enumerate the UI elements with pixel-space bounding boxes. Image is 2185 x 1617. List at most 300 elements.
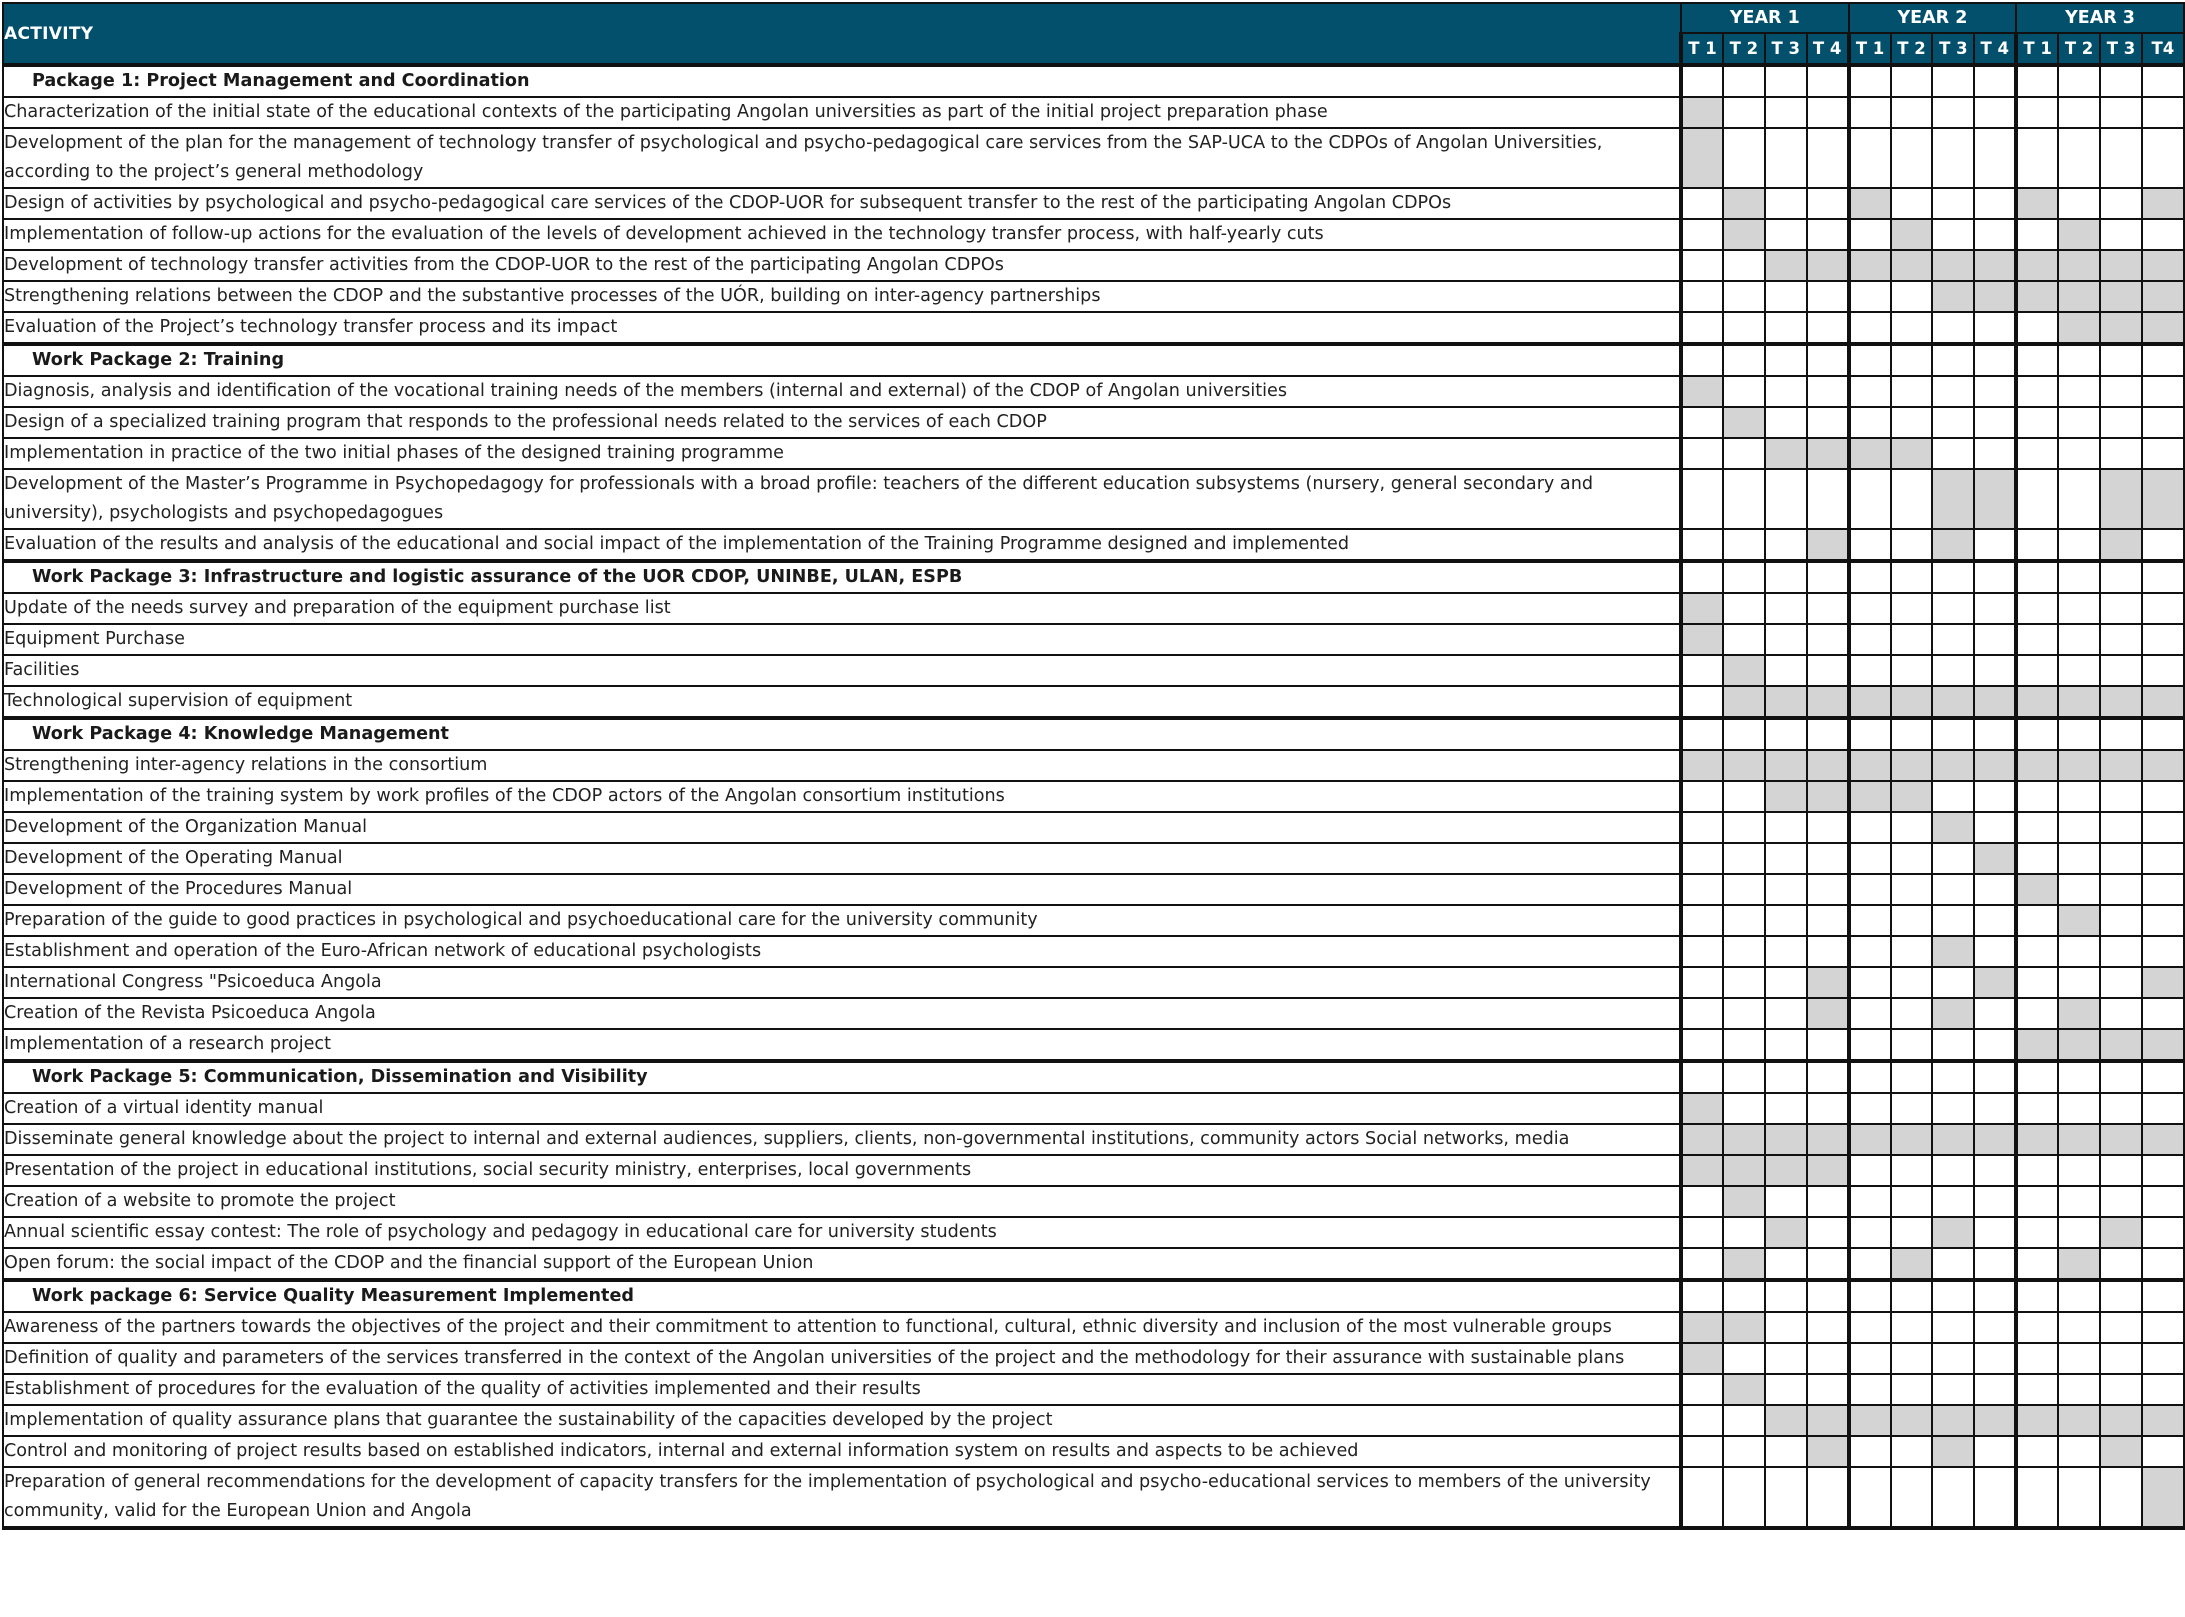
quarter-cell [1723, 624, 1765, 655]
quarter-cell [2058, 1217, 2100, 1248]
scheduled-quarter-cell [1974, 686, 2016, 718]
quarter-cell [2142, 438, 2184, 469]
quarter-cell [1932, 1374, 1974, 1405]
activity-row [3, 407, 2184, 438]
quarter-cell [1681, 250, 1723, 281]
scheduled-quarter-cell [1681, 1312, 1723, 1343]
quarter-cell [1932, 967, 1974, 998]
scheduled-quarter-cell [2016, 686, 2058, 718]
quarter-cell [1849, 1374, 1891, 1405]
scheduled-quarter-cell [1807, 438, 1849, 469]
quarter-cell [1849, 593, 1891, 624]
quarter-cell [2142, 843, 2184, 874]
activity-label: Awareness of the partners towards the objectives of the project and their commitment to attention to functional, cultural, ethnic diversity and inclusion of the most vulnerable groups [3, 1312, 1681, 1343]
activity-label: Creation of a website to promote the project [3, 1186, 1681, 1217]
activity-label: Presentation of the project in educational institutions, social security ministry, enterprises, local governments [3, 1155, 1681, 1186]
quarter-cell [1849, 1343, 1891, 1374]
activity-label: Development of the Procedures Manual [3, 874, 1681, 905]
scheduled-quarter-cell [2058, 1124, 2100, 1155]
quarter-cell [1681, 1280, 1723, 1312]
quarter-cell [1723, 1436, 1765, 1467]
quarter-cell [2058, 812, 2100, 843]
quarter-cell [1891, 1029, 1933, 1061]
quarter-cell [1849, 1061, 1891, 1093]
quarter-cell [2016, 529, 2058, 561]
quarter-cell [1974, 561, 2016, 593]
scheduled-quarter-cell [1723, 1312, 1765, 1343]
quarter-cell [1723, 344, 1765, 376]
quarter-cell [1974, 655, 2016, 686]
quarter-cell [1849, 624, 1891, 655]
quarter-cell [2058, 967, 2100, 998]
quarter-cell [2100, 1467, 2142, 1528]
quarter-cell [2058, 376, 2100, 407]
quarter-cell [1765, 936, 1807, 967]
activity-label: Establishment of procedures for the evaluation of the quality of activities implemented and their results [3, 1374, 1681, 1405]
quarter-cell [1807, 1248, 1849, 1280]
quarter-cell [2100, 65, 2142, 97]
quarter-cell [1849, 812, 1891, 843]
quarter-cell [1723, 593, 1765, 624]
scheduled-quarter-cell [1849, 750, 1891, 781]
quarter-cell [2058, 97, 2100, 128]
quarter-cell [1974, 624, 2016, 655]
activity-row [3, 1124, 2184, 1155]
quarter-cell [1807, 128, 1849, 188]
quarter-cell [1765, 529, 1807, 561]
quarter-header: T 3 [1765, 33, 1807, 65]
activity-label: Implementation of quality assurance plans that guarantee the sustainability of the capacities developed by the project [3, 1405, 1681, 1436]
quarter-cell [1681, 65, 1723, 97]
quarter-cell [2016, 128, 2058, 188]
scheduled-quarter-cell [1681, 750, 1723, 781]
package-row [3, 65, 2184, 97]
scheduled-quarter-cell [1849, 438, 1891, 469]
quarter-cell [1765, 1029, 1807, 1061]
activity-row [3, 781, 2184, 812]
quarter-cell [2016, 1436, 2058, 1467]
quarter-cell [1849, 219, 1891, 250]
quarter-cell [1723, 781, 1765, 812]
quarter-cell [1807, 905, 1849, 936]
activity-row [3, 219, 2184, 250]
package-title: Work Package 5: Communication, Dissemination and Visibility [3, 1061, 1681, 1093]
quarter-cell [1681, 1029, 1723, 1061]
quarter-header: T 2 [2058, 33, 2100, 65]
quarter-cell [1849, 281, 1891, 312]
quarter-cell [1681, 1061, 1723, 1093]
activity-row [3, 624, 2184, 655]
activity-label: Open forum: the social impact of the CDOP and the financial support of the European Union [3, 1248, 1681, 1280]
quarter-cell [1974, 65, 2016, 97]
quarter-cell [2100, 998, 2142, 1029]
scheduled-quarter-cell [2058, 281, 2100, 312]
scheduled-quarter-cell [2058, 1248, 2100, 1280]
quarter-cell [2142, 655, 2184, 686]
quarter-cell [2058, 1312, 2100, 1343]
table-body [3, 65, 2184, 1528]
quarter-cell [1807, 1093, 1849, 1124]
quarter-cell [2100, 624, 2142, 655]
scheduled-quarter-cell [1765, 1405, 1807, 1436]
year-3-header: YEAR 3 [2016, 3, 2184, 33]
quarter-cell [1932, 1029, 1974, 1061]
quarter-cell [1974, 1029, 2016, 1061]
activity-row [3, 998, 2184, 1029]
scheduled-quarter-cell [1932, 1436, 1974, 1467]
quarter-cell [1765, 128, 1807, 188]
quarter-header: T 3 [2100, 33, 2142, 65]
quarter-cell [1807, 407, 1849, 438]
quarter-cell [1765, 1093, 1807, 1124]
quarter-cell [1723, 936, 1765, 967]
quarter-cell [2100, 874, 2142, 905]
scheduled-quarter-cell [1765, 686, 1807, 718]
activity-label: Development of technology transfer activities from the CDOP-UOR to the rest of the participating Angolan CDPOs [3, 250, 1681, 281]
quarter-cell [1807, 1061, 1849, 1093]
quarter-cell [2142, 219, 2184, 250]
quarter-cell [2142, 407, 2184, 438]
quarter-cell [2058, 1280, 2100, 1312]
quarter-cell [2058, 407, 2100, 438]
scheduled-quarter-cell [1891, 250, 1933, 281]
scheduled-quarter-cell [2058, 750, 2100, 781]
quarter-cell [2016, 967, 2058, 998]
quarter-cell [1681, 281, 1723, 312]
scheduled-quarter-cell [1932, 250, 1974, 281]
quarter-cell [2142, 1280, 2184, 1312]
activity-label: Technological supervision of equipment [3, 686, 1681, 718]
quarter-cell [1807, 1280, 1849, 1312]
quarter-cell [1932, 874, 1974, 905]
quarter-cell [1849, 1280, 1891, 1312]
quarter-cell [2016, 219, 2058, 250]
quarter-cell [1932, 128, 1974, 188]
activity-row [3, 967, 2184, 998]
quarter-cell [1807, 469, 1849, 529]
quarter-cell [2142, 718, 2184, 750]
quarter-cell [1891, 65, 1933, 97]
quarter-cell [2142, 1343, 2184, 1374]
quarter-cell [1891, 843, 1933, 874]
quarter-cell [1891, 1467, 1933, 1528]
quarter-cell [1974, 1280, 2016, 1312]
scheduled-quarter-cell [2016, 874, 2058, 905]
activity-label: Implementation in practice of the two initial phases of the designed training programme [3, 438, 1681, 469]
quarter-cell [1807, 1186, 1849, 1217]
quarter-cell [1849, 1217, 1891, 1248]
table-header [3, 3, 2184, 65]
quarter-cell [1723, 469, 1765, 529]
quarter-cell [1681, 561, 1723, 593]
year-1-header: YEAR 1 [1681, 3, 1849, 33]
quarter-cell [1681, 843, 1723, 874]
quarter-cell [2100, 1093, 2142, 1124]
quarter-cell [1891, 1312, 1933, 1343]
activity-row [3, 97, 2184, 128]
quarter-cell [1807, 1374, 1849, 1405]
quarter-cell [2058, 1436, 2100, 1467]
quarter-cell [1765, 1280, 1807, 1312]
quarter-cell [1681, 655, 1723, 686]
quarter-cell [2016, 998, 2058, 1029]
quarter-cell [2142, 1217, 2184, 1248]
quarter-cell [2016, 312, 2058, 344]
scheduled-quarter-cell [1765, 1217, 1807, 1248]
quarter-cell [1765, 593, 1807, 624]
quarter-cell [2058, 529, 2100, 561]
scheduled-quarter-cell [2142, 1467, 2184, 1528]
quarter-cell [1891, 1093, 1933, 1124]
scheduled-quarter-cell [2100, 1405, 2142, 1436]
quarter-cell [2100, 1186, 2142, 1217]
quarter-cell [1974, 1312, 2016, 1343]
activity-label: Update of the needs survey and preparation of the equipment purchase list [3, 593, 1681, 624]
quarter-cell [1681, 967, 1723, 998]
quarter-cell [2058, 1467, 2100, 1528]
quarter-cell [1765, 407, 1807, 438]
quarter-cell [1849, 312, 1891, 344]
quarter-cell [1723, 1280, 1765, 1312]
quarter-cell [1765, 718, 1807, 750]
quarter-cell [2016, 655, 2058, 686]
quarter-cell [1891, 529, 1933, 561]
scheduled-quarter-cell [2142, 686, 2184, 718]
scheduled-quarter-cell [1807, 686, 1849, 718]
quarter-cell [2058, 718, 2100, 750]
scheduled-quarter-cell [1974, 750, 2016, 781]
scheduled-quarter-cell [1932, 812, 1974, 843]
quarter-cell [1891, 1374, 1933, 1405]
scheduled-quarter-cell [2142, 250, 2184, 281]
scheduled-quarter-cell [1723, 750, 1765, 781]
scheduled-quarter-cell [2100, 686, 2142, 718]
scheduled-quarter-cell [1681, 624, 1723, 655]
scheduled-quarter-cell [1974, 967, 2016, 998]
quarter-cell [2142, 1248, 2184, 1280]
quarter-cell [1807, 219, 1849, 250]
quarter-cell [1974, 376, 2016, 407]
quarter-cell [2058, 561, 2100, 593]
scheduled-quarter-cell [1807, 1405, 1849, 1436]
quarter-cell [1891, 281, 1933, 312]
quarter-cell [2016, 812, 2058, 843]
quarter-cell [2100, 438, 2142, 469]
quarter-cell [2016, 1280, 2058, 1312]
quarter-cell [1723, 967, 1765, 998]
quarter-cell [2058, 593, 2100, 624]
quarter-cell [1681, 905, 1723, 936]
activity-row [3, 655, 2184, 686]
quarter-cell [2100, 344, 2142, 376]
quarter-cell [2142, 1186, 2184, 1217]
quarter-cell [1932, 97, 1974, 128]
quarter-cell [2058, 874, 2100, 905]
scheduled-quarter-cell [1849, 686, 1891, 718]
quarter-cell [1723, 1217, 1765, 1248]
quarter-cell [1681, 1405, 1723, 1436]
quarter-cell [1932, 219, 1974, 250]
scheduled-quarter-cell [1681, 593, 1723, 624]
quarter-cell [1765, 469, 1807, 529]
quarter-cell [1849, 874, 1891, 905]
quarter-cell [1974, 1217, 2016, 1248]
quarter-cell [1807, 655, 1849, 686]
quarter-cell [2016, 561, 2058, 593]
quarter-cell [1765, 1374, 1807, 1405]
scheduled-quarter-cell [1932, 529, 1974, 561]
quarter-cell [2016, 905, 2058, 936]
scheduled-quarter-cell [2016, 1124, 2058, 1155]
activity-label: Characterization of the initial state of the educational contexts of the participating Angolan universities as part of the initial project preparation phase [3, 97, 1681, 128]
activity-row [3, 376, 2184, 407]
quarter-cell [1681, 874, 1723, 905]
quarter-cell [1723, 1061, 1765, 1093]
activity-row [3, 312, 2184, 344]
activity-label: Strengthening relations between the CDOP and the substantive processes of the UÓR, building on inter-agency partnerships [3, 281, 1681, 312]
quarter-cell [1891, 1155, 1933, 1186]
quarter-cell [1932, 407, 1974, 438]
quarter-cell [2142, 936, 2184, 967]
quarter-cell [2058, 188, 2100, 219]
quarter-cell [1891, 1280, 1933, 1312]
quarter-cell [1765, 905, 1807, 936]
quarter-cell [1974, 438, 2016, 469]
quarter-cell [2142, 561, 2184, 593]
scheduled-quarter-cell [2142, 281, 2184, 312]
scheduled-quarter-cell [2100, 250, 2142, 281]
activity-row [3, 1155, 2184, 1186]
quarter-cell [1891, 1436, 1933, 1467]
quarter-cell [2016, 593, 2058, 624]
scheduled-quarter-cell [1891, 1124, 1933, 1155]
quarter-cell [1891, 188, 1933, 219]
quarter-cell [1849, 97, 1891, 128]
quarter-cell [1765, 65, 1807, 97]
quarter-cell [2016, 469, 2058, 529]
scheduled-quarter-cell [1807, 250, 1849, 281]
quarter-cell [1891, 344, 1933, 376]
activity-label: Development of the plan for the management of technology transfer of psychological and psycho-pedagogical care services from the SAP-UCA to the CDPOs of Angolan Universities, according to the project’s general methodology [3, 128, 1681, 188]
package-title: Work Package 4: Knowledge Management [3, 718, 1681, 750]
quarter-cell [1891, 718, 1933, 750]
scheduled-quarter-cell [2142, 469, 2184, 529]
activity-row [3, 1248, 2184, 1280]
quarter-cell [2016, 1312, 2058, 1343]
scheduled-quarter-cell [1681, 1124, 1723, 1155]
quarter-cell [2016, 376, 2058, 407]
scheduled-quarter-cell [1891, 1405, 1933, 1436]
quarter-cell [2100, 1248, 2142, 1280]
scheduled-quarter-cell [2142, 1124, 2184, 1155]
scheduled-quarter-cell [1849, 1124, 1891, 1155]
scheduled-quarter-cell [1765, 1124, 1807, 1155]
activity-label: Establishment and operation of the Euro-African network of educational psychologists [3, 936, 1681, 967]
quarter-cell [1974, 128, 2016, 188]
scheduled-quarter-cell [2058, 1405, 2100, 1436]
activity-label: Creation of a virtual identity manual [3, 1093, 1681, 1124]
quarter-cell [1932, 718, 1974, 750]
scheduled-quarter-cell [1974, 843, 2016, 874]
activity-row [3, 874, 2184, 905]
quarter-cell [1849, 905, 1891, 936]
scheduled-quarter-cell [1807, 1436, 1849, 1467]
scheduled-quarter-cell [1681, 1155, 1723, 1186]
activity-column-header: ACTIVITY [3, 3, 1681, 65]
scheduled-quarter-cell [1723, 1248, 1765, 1280]
quarter-cell [1974, 781, 2016, 812]
quarter-cell [1891, 376, 1933, 407]
scheduled-quarter-cell [1891, 219, 1933, 250]
scheduled-quarter-cell [1765, 781, 1807, 812]
quarter-cell [2100, 376, 2142, 407]
activity-row [3, 128, 2184, 188]
quarter-cell [1932, 344, 1974, 376]
quarter-cell [2142, 781, 2184, 812]
quarter-header: T 1 [1849, 33, 1891, 65]
quarter-cell [1932, 1312, 1974, 1343]
quarter-cell [1849, 1186, 1891, 1217]
quarter-cell [2016, 1374, 2058, 1405]
quarter-cell [1681, 407, 1723, 438]
quarter-cell [1974, 998, 2016, 1029]
quarter-cell [1681, 529, 1723, 561]
scheduled-quarter-cell [1974, 1124, 2016, 1155]
activity-row [3, 1217, 2184, 1248]
package-row [3, 561, 2184, 593]
quarter-cell [1974, 905, 2016, 936]
quarter-cell [2058, 936, 2100, 967]
scheduled-quarter-cell [1723, 1374, 1765, 1405]
quarter-cell [1891, 312, 1933, 344]
quarter-cell [1932, 624, 1974, 655]
quarter-cell [1891, 655, 1933, 686]
quarter-cell [2100, 219, 2142, 250]
activity-row [3, 1467, 2184, 1528]
quarter-cell [1974, 97, 2016, 128]
quarter-header: T 4 [1807, 33, 1849, 65]
scheduled-quarter-cell [1807, 1124, 1849, 1155]
activity-label: Diagnosis, analysis and identification of the vocational training needs of the members (internal and external) of the CDOP of Angolan universities [3, 376, 1681, 407]
scheduled-quarter-cell [1723, 1124, 1765, 1155]
quarter-cell [1849, 718, 1891, 750]
quarter-cell [2100, 1374, 2142, 1405]
quarter-cell [1723, 812, 1765, 843]
quarter-cell [1974, 874, 2016, 905]
quarter-cell [1681, 219, 1723, 250]
quarter-cell [1849, 376, 1891, 407]
quarter-cell [1681, 718, 1723, 750]
scheduled-quarter-cell [2100, 1217, 2142, 1248]
quarter-cell [2100, 967, 2142, 998]
scheduled-quarter-cell [1723, 1155, 1765, 1186]
quarter-cell [1681, 1186, 1723, 1217]
activity-row [3, 529, 2184, 561]
quarter-cell [2016, 1467, 2058, 1528]
quarter-cell [1765, 1186, 1807, 1217]
quarter-cell [2100, 1343, 2142, 1374]
quarter-cell [1807, 281, 1849, 312]
quarter-cell [1723, 843, 1765, 874]
quarter-cell [1807, 624, 1849, 655]
scheduled-quarter-cell [2100, 1436, 2142, 1467]
quarter-cell [1681, 781, 1723, 812]
quarter-cell [2142, 998, 2184, 1029]
quarter-cell [2142, 812, 2184, 843]
quarter-cell [1891, 593, 1933, 624]
quarter-cell [2142, 1093, 2184, 1124]
quarter-cell [1807, 344, 1849, 376]
